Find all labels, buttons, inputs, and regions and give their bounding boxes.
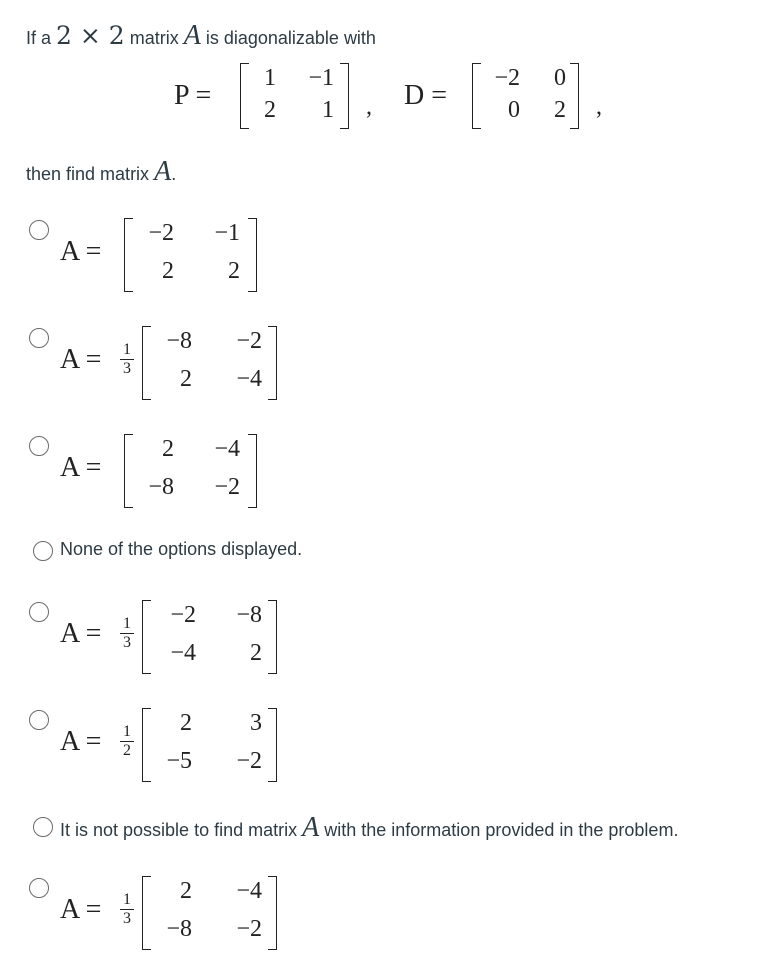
option-5-cell-22: 2 — [250, 640, 262, 666]
P-label: P = — [174, 80, 212, 111]
option-3[interactable] — [0, 430, 766, 514]
option-8-cell-21: −8 — [166, 916, 192, 942]
question-period: . — [171, 164, 177, 184]
option-7-text — [60, 812, 678, 844]
D-comma: , — [596, 94, 602, 120]
option-6[interactable] — [0, 704, 766, 788]
P-cell-11: 1 — [264, 65, 276, 91]
matrix-variable-A-2: A — [154, 156, 172, 187]
D-matrix — [472, 63, 582, 131]
option-1-cell-21: 2 — [162, 258, 174, 284]
option-7[interactable] — [0, 812, 766, 842]
option-6-cell-21: −5 — [166, 748, 192, 774]
option-5-lhs: A = — [60, 618, 102, 649]
option-3-cell-11: 2 — [162, 436, 174, 462]
P-matrix — [240, 63, 350, 131]
option-7-text-b: with the information provided in the problem. — [324, 820, 679, 840]
option-7-text-a: It is not possible to find matrix — [60, 820, 298, 840]
option-5-cell-12: −8 — [236, 602, 262, 628]
option-1-cell-11: −2 — [148, 220, 174, 246]
option-4-text: None of the options displayed. — [60, 539, 303, 559]
option-5-cell-21: −4 — [170, 640, 196, 666]
option-6-fraction — [120, 724, 134, 759]
D-cell-21: 0 — [508, 97, 520, 123]
option-8-lhs: A = — [60, 894, 102, 925]
option-6-radio[interactable] — [29, 710, 49, 730]
option-1-lhs: A = — [60, 236, 102, 267]
option-2-matrix — [142, 326, 282, 402]
D-label: D = — [404, 80, 448, 111]
P-comma: , — [366, 94, 372, 120]
option-8-cell-12: −4 — [236, 878, 262, 904]
option-3-cell-22: −2 — [214, 474, 240, 500]
option-2-cell-11: −8 — [166, 328, 192, 354]
D-cell-11: −2 — [494, 65, 520, 91]
option-5-fraction — [120, 616, 134, 651]
option-5-cell-11: −2 — [170, 602, 196, 628]
option-8-cell-11: 2 — [180, 878, 192, 904]
option-2-lhs: A = — [60, 344, 102, 375]
D-cell-12: 0 — [554, 65, 566, 91]
option-5-radio[interactable] — [29, 602, 49, 622]
question-intro-b: matrix — [129, 28, 179, 48]
option-8-radio[interactable] — [29, 878, 49, 898]
option-6-cell-11: 2 — [180, 710, 192, 736]
option-3-cell-21: −8 — [148, 474, 174, 500]
option-1-cell-22: 2 — [228, 258, 240, 284]
option-2-frac-num: 1 — [123, 341, 131, 358]
option-5-matrix — [142, 600, 282, 676]
option-8-fraction — [120, 892, 134, 927]
option-1-cell-12: −1 — [214, 220, 240, 246]
option-7-variable-A: A — [302, 812, 320, 843]
option-4[interactable] — [0, 538, 766, 564]
D-cell-22: 2 — [554, 97, 566, 123]
option-2-frac-den: 3 — [123, 360, 131, 377]
option-8-frac-den: 3 — [123, 910, 131, 927]
option-6-frac-num: 1 — [123, 723, 131, 740]
option-5-frac-num: 1 — [123, 615, 131, 632]
question-then: then find matrix — [26, 164, 150, 184]
option-3-matrix — [124, 434, 264, 510]
option-8[interactable] — [0, 872, 766, 956]
question-line-2 — [26, 156, 176, 188]
option-6-cell-22: −2 — [236, 748, 262, 774]
option-2[interactable] — [0, 322, 766, 406]
option-1-matrix — [124, 218, 264, 294]
option-3-cell-12: −4 — [214, 436, 240, 462]
option-3-radio[interactable] — [29, 436, 49, 456]
matrix-variable-A: A — [183, 20, 201, 51]
option-1[interactable] — [0, 214, 766, 298]
option-8-cell-22: −2 — [236, 916, 262, 942]
option-2-fraction — [120, 342, 134, 377]
option-4-radio[interactable] — [33, 541, 53, 561]
P-cell-21: 2 — [264, 97, 276, 123]
option-7-radio[interactable] — [33, 817, 53, 837]
matrix-dimension: 2 × 2 — [56, 21, 125, 50]
option-2-cell-12: −2 — [236, 328, 262, 354]
option-6-cell-12: 3 — [250, 710, 262, 736]
question-line-1 — [26, 20, 376, 52]
option-6-frac-den: 2 — [123, 742, 131, 759]
question-intro-a: If a — [26, 28, 52, 48]
option-5-frac-den: 3 — [123, 634, 131, 651]
P-cell-12: −1 — [308, 65, 334, 91]
option-8-frac-num: 1 — [123, 891, 131, 908]
option-3-lhs: A = — [60, 452, 102, 483]
option-8-matrix — [142, 876, 282, 952]
option-1-radio[interactable] — [29, 220, 49, 240]
option-2-cell-22: −4 — [236, 366, 262, 392]
option-6-lhs: A = — [60, 726, 102, 757]
question-intro-c: is diagonalizable with — [205, 28, 376, 48]
option-5[interactable] — [0, 596, 766, 680]
P-cell-22: 1 — [322, 97, 334, 123]
option-2-cell-21: 2 — [180, 366, 192, 392]
option-2-radio[interactable] — [29, 328, 49, 348]
option-6-matrix — [142, 708, 282, 784]
